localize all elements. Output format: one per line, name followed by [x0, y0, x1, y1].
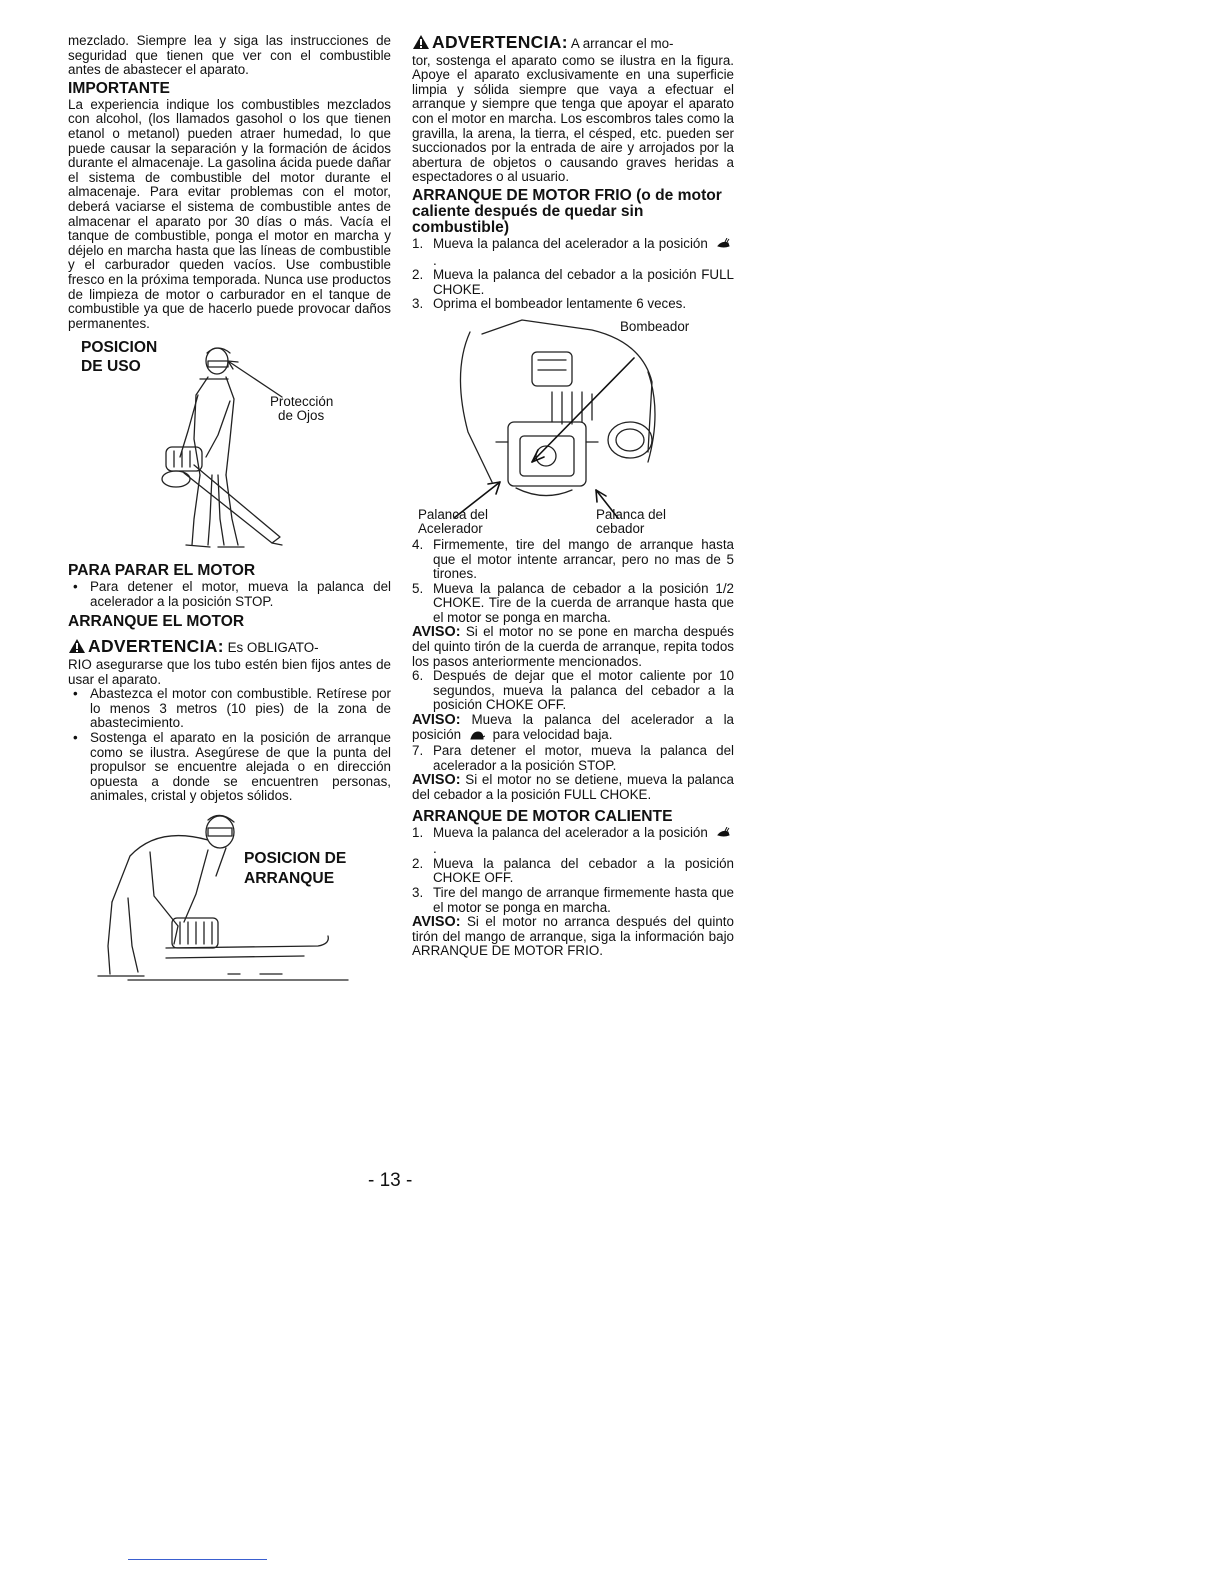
step-text: Tire del mango de arranque firmemente hasta que el motor se ponga en marcha.: [433, 884, 734, 915]
step-number: 5.: [412, 580, 424, 596]
aviso-text: para velocidad baja.: [492, 726, 613, 742]
aviso-label: AVISO:: [412, 914, 461, 931]
aviso-label: AVISO:: [412, 712, 461, 729]
step-text: Mueva la palanca de cebador a la posición 1/2 CHOKE. Tire de la cuerda de arranque hasta que el motor se ponga en marcha.: [433, 580, 734, 625]
operator-starting-illustration: [68, 806, 391, 986]
figure-title-line-2: ARRANQUE: [244, 870, 335, 887]
aviso-label: AVISO:: [412, 772, 461, 789]
warning-triangle-icon: [412, 34, 430, 54]
figure-title-line-1: POSICION DE: [244, 850, 347, 867]
throttle-lever-label-2: Acelerador: [418, 520, 483, 536]
aviso-text: Si el motor no arranca después del quinto tirón del mango de arranque, siga la información bajo ARRANQUE DE MOTOR FRIO.: [412, 914, 734, 959]
warning-triangle-icon: [68, 638, 86, 658]
aviso-paragraph: [412, 625, 734, 669]
figure-carburetor: [412, 312, 734, 538]
list-item: [412, 538, 734, 582]
carburetor-illustration: [412, 312, 734, 538]
rabbit-fast-icon: [716, 827, 730, 843]
list-item: [412, 826, 734, 857]
warning-text: tor, sostenga el aparato como se ilustra en la figura. Apoye el aparato exclusivamente en una superficie limpia y sólida siempre que vaya a efectuar el arranque y siempre que tenga que apoyar el aparato con el motor en marcha. Los escombros tales como la gravilla, la arena, la tierra, el césped, etc. pueden ser succionados por la entrada de aire y arrojados por la abertura de objetos o causando graves heridas a espectadores o al usuario.: [412, 52, 734, 185]
list-item: [412, 582, 734, 626]
step-end: .: [433, 841, 437, 857]
list-item: [412, 886, 734, 915]
list-item: • Para detener el motor, mueva la palanca del acelerador a la posición STOP.: [68, 580, 391, 609]
figure-starting-position: [68, 806, 391, 986]
step-text: Mueva la palanca del cebador a la posición FULL CHOKE.: [433, 267, 734, 297]
warning-word: ADVERTENCIA:: [432, 32, 568, 52]
frio-step-7: [412, 744, 734, 773]
figure-operating-position: [68, 339, 391, 561]
bombeador-label: Bombeador: [620, 318, 690, 334]
caliente-heading: ARRANQUE DE MOTOR CALIENTE: [412, 807, 673, 825]
parar-heading: PARA PARAR EL MOTOR: [68, 562, 256, 580]
figure-title-line-1: POSICION: [81, 339, 158, 357]
list-item: [412, 744, 734, 773]
frio-steps-b: [412, 538, 734, 626]
step-number: 1.: [412, 235, 424, 251]
list-item: • Sostenga el aparato en la posición de arranque como se ilustra. Asegúrese de que la punta del propulsor se encuentre alejada o en dirección opuesta a donde se encuentren personas, animales, cristal y objetos sólidos.: [68, 731, 391, 804]
parar-list: [68, 580, 391, 609]
choke-lever-label-2: cebador: [596, 520, 645, 536]
list-item: • Abastezca el motor con combustible. Retírese por lo menos 3 metros (10 pies) de la zona de abastecimiento.: [68, 687, 391, 731]
list-item: [412, 297, 734, 312]
arranque-heading: ARRANQUE EL MOTOR: [68, 613, 245, 631]
aviso-paragraph: [412, 773, 734, 802]
aviso-label: AVISO:: [412, 624, 461, 641]
step-number: 1.: [412, 824, 424, 840]
step-number: 7.: [412, 743, 424, 759]
list-item: [412, 237, 734, 268]
step-text: Mueva la palanca del acelerador a la posición: [433, 235, 708, 251]
eye-protection-label-1: Protección: [270, 394, 334, 410]
aviso-paragraph: [412, 915, 734, 959]
list-item: [412, 669, 734, 713]
warning-lead: Es OBLIGATO-: [227, 640, 319, 656]
step-text: Mueva la palanca del cebador a la posición CHOKE OFF.: [433, 855, 734, 886]
left-column: [68, 34, 391, 986]
frio-steps-a: [412, 237, 734, 312]
warning-text: RIO asegurarse que los tubo estén bien fijos antes de usar el aparato.: [68, 657, 391, 687]
warning-lead: A arrancar el mo-: [570, 36, 674, 51]
step-text: Para detener el motor, mueva la palanca del acelerador a la posición STOP.: [433, 743, 734, 773]
intro-paragraph: mezclado. Siempre lea y siga las instrucciones de seguridad que tienen que ver con el combustible antes de abastecer el aparato.: [68, 33, 391, 78]
step-end: .: [433, 252, 437, 268]
eye-protection-label-2: de Ojos: [278, 408, 325, 424]
figure-title-line-2: DE USO: [81, 358, 141, 376]
step-text: Firmemente, tire del mango de arranque hasta que el motor intente arrancar, pero no mas de 5 tirones.: [433, 536, 734, 582]
throttle-lever-label-1: Palanca del: [418, 506, 488, 522]
step-text: Oprima el bombeador lentamente 6 veces.: [433, 296, 687, 312]
warning-word: ADVERTENCIA:: [88, 636, 224, 657]
aviso-text: Si el motor no se pone en marcha después del quinto tirón de la cuerda de arranque, repita todos los pasos anteriormente mencionados.: [412, 624, 734, 669]
choke-lever-label-1: Palanca del: [596, 506, 666, 522]
step-number: 6.: [412, 668, 424, 684]
list-item: [412, 268, 734, 297]
aviso-paragraph: [412, 713, 734, 744]
operator-blower-illustration: [68, 339, 391, 561]
step-number: 4.: [412, 536, 424, 552]
step-text: Mueva la palanca del acelerador a la posición: [433, 824, 708, 840]
importante-paragraph: La experiencia indique los combustibles mezclados con alcohol, (los llamados gasohol o los que tienen etanol o metanol) pueden atraer humedad, lo que puede causar la separación y la formación de ácidos durante el almacenaje. La gasolina ácida puede dañar el sistema de combustible del motor durante el almacenaje. Para evitar problemas con el motor, deberá vaciarse el sistema de combustible antes de almacenar el aparato por 30 días o más. Vacía el tanque de combustible, ponga el motor en marcha y déjelo en marcha hasta que las líneas de combustible y el carburador queden vacíos. Use combustible fresco en la próxima temporada. Nunca use productos de limpieza de motor o carburador en el tanque de combustible ya que de hacerlo puede provocar daños permanentes.: [68, 96, 391, 331]
step-number: 3.: [412, 884, 424, 900]
list-item: [412, 857, 734, 886]
step-text: Después de dejar que el motor caliente por 10 segundos, mueva la palanca del cebador a la posición CHOKE OFF.: [433, 668, 734, 713]
bottom-divider: [128, 1559, 267, 1560]
importante-heading: IMPORTANTE: [68, 79, 170, 97]
frio-step-6: [412, 669, 734, 713]
step-number: 2.: [412, 855, 424, 871]
step-number: 3.: [412, 296, 424, 312]
rabbit-fast-icon: [716, 238, 730, 254]
aviso-text: Mueva la palanca del acelerador a la posición: [412, 712, 734, 742]
warning-block-left: [68, 638, 391, 687]
step-number: 2.: [412, 267, 424, 283]
turtle-slow-icon: [469, 730, 485, 745]
caliente-steps: [412, 826, 734, 916]
frio-heading: ARRANQUE DE MOTOR FRIO (o de motor caliente después de quedar sin combustible): [412, 186, 722, 236]
page-number: - 13 -: [368, 1170, 413, 1191]
warning-block-right: [412, 34, 734, 185]
aviso-text: Si el motor no se detiene, mueva la palanca del cebador a la posición FULL CHOKE.: [412, 772, 734, 802]
arranque-bullets: [68, 687, 391, 804]
right-column: [412, 34, 734, 959]
